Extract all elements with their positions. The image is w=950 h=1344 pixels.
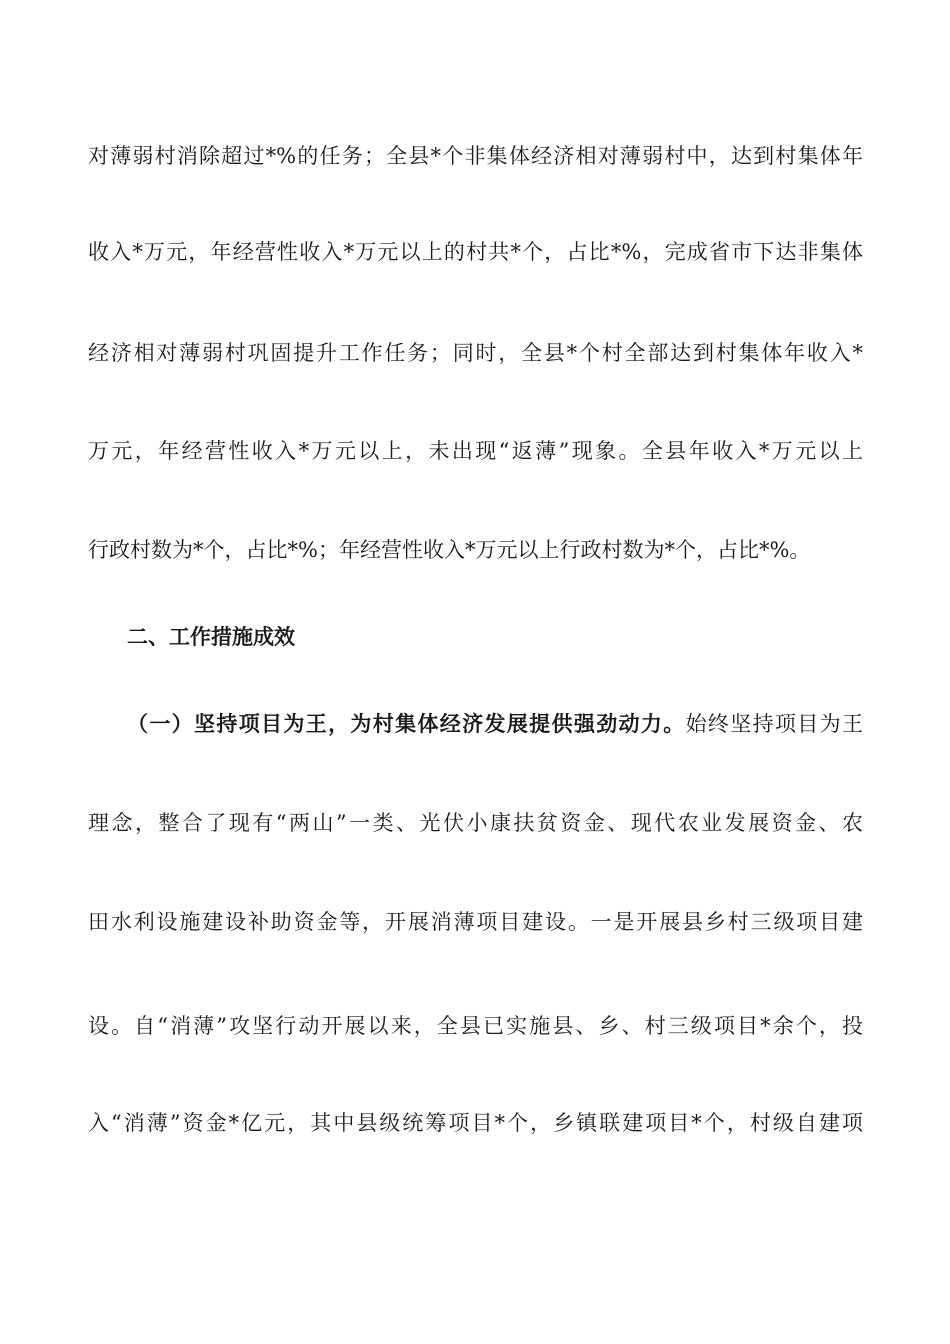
- paragraph-line: 田水利设施建设补助资金等，开展消薄项目建设。一是开展县乡村三级项目建: [88, 910, 863, 934]
- subsection-first-line: [127, 709, 863, 739]
- paragraph-line: 万元，年经营性收入*万元以上，未出现“返薄”现象。全县年收入*万元以上: [88, 439, 863, 463]
- paragraph-line: 设。自“消薄”攻坚行动开展以来，全县已实施县、乡、村三级项目*余个，投: [88, 1014, 864, 1038]
- section-heading: 二、工作措施成效: [127, 624, 295, 649]
- paragraph-line: 行政村数为*个，占比*%；年经营性收入*万元以上行政村数为*个，占比*%。: [88, 538, 811, 562]
- paragraph-line: 理念，整合了现有“两山”一类、光伏小康扶贫资金、现代农业发展资金、农: [88, 811, 863, 835]
- subsection-first-line-text: 始终坚持项目为王: [685, 712, 863, 736]
- paragraph-line: 经济相对薄弱村巩固提升工作任务；同时，全县*个村全部达到村集体年收入*: [88, 341, 863, 365]
- paragraph-line: 入“消薄”资金*亿元，其中县级统筹项目*个，乡镇联建项目*个，村级自建项: [88, 1111, 863, 1135]
- subsection-title: （一）坚持项目为王，为村集体经济发展提供强劲动力。: [127, 711, 686, 736]
- paragraph-line: 对薄弱村消除超过*%的任务；全县*个非集体经济相对薄弱村中，达到村集体年: [88, 144, 863, 168]
- paragraph-line: 收入*万元，年经营性收入*万元以上的村共*个，占比*%，完成省市下达非集体: [88, 240, 863, 264]
